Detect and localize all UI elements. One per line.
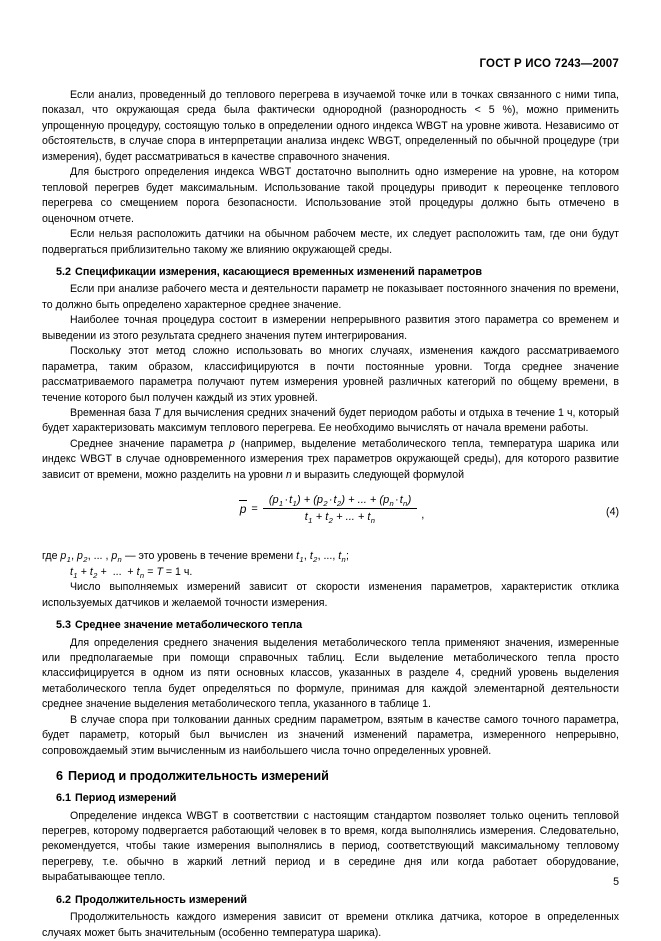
paragraph: Если при анализе рабочего места и деятельности параметр не показывает постоянного значения по времени, то должно быть определено характерное среднее значение. bbox=[42, 283, 619, 311]
formula-expression bbox=[42, 494, 619, 526]
paragraph: Для быстрого определения индекса WBGT достаточно выполнить одно измерение на уровне, на котором тепловой перегрев будет максимальным. Использование такой процедуры приводит к переоценке теплового перегрева со смещением порога безопасности. Использование этой процедуры должно быть отмечено в оценочном отчете. bbox=[42, 166, 619, 225]
heading-6-1 bbox=[42, 791, 619, 806]
legend-line-time-sum: $t_1 + t_2$ + ... + $t_n = T = 1$ ч. bbox=[70, 565, 193, 580]
formula-number: (4) bbox=[606, 506, 619, 519]
page-body-column bbox=[42, 88, 619, 941]
formula-denominator: $t_1 + t_2$ + ... + $t_n$ bbox=[304, 511, 375, 526]
variable-p: p bbox=[228, 437, 235, 450]
heading-5-3-title: Среднее значение метаболического тепла bbox=[75, 619, 303, 632]
formula-trailing-comma: , bbox=[421, 509, 425, 522]
heading-5-2-number: 5.2 bbox=[56, 265, 72, 278]
running-header-standard-number: ГОСТ Р ИСО 7243—2007 bbox=[479, 58, 619, 70]
paragraph: Для определения среднего значения выделения метаболического тепла применяют значения, измеренные или предполагаемые при помощи справочных таблиц. Если выделение метаболического тепла просто классифицируется в одном из пяти основных классов, указанных в разделе 4, средний уровень выделения метаболического тепла будет определяться по формуле, принимая для каждой элементарной деятельности среднее значение выделения метаболического тепла, указанного в таблице 1. bbox=[42, 636, 619, 711]
paragraph: Если нельзя расположить датчики на обычном рабочем месте, их следует расположить там, где они будут подвергаться приблизительно такому же влиянию окружающей среды. bbox=[42, 228, 619, 256]
formula-fraction bbox=[263, 494, 417, 526]
heading-section-6 bbox=[42, 768, 619, 784]
heading-5-3-number: 5.3 bbox=[56, 619, 72, 632]
heading-5-3 bbox=[42, 618, 619, 633]
heading-6-1-number: 6.1 bbox=[56, 792, 72, 805]
paragraph-mean-parameter: Среднее значение параметра p (например, выделение метаболического тепла, температура шарика или индекс WBGT в случае одновременного измерения трех параметров окружающей среды), для которого развитие зависит от времени, можно разделить на уровни n и выразить следующей формулой bbox=[42, 437, 619, 481]
heading-6-2-title: Продолжительность измерений bbox=[75, 893, 247, 906]
variable-T: T bbox=[153, 407, 161, 420]
paragraph: В случае спора при толковании данных средним параметром, взятым в качестве самого точного параметра, будет параметр, который был вычислен из значений изменений параметра, измеренного непрерывно, сопровождаемый этим вычисленным из наибольшего числа точно определенных уровней. bbox=[42, 713, 619, 757]
paragraph: Наиболее точная процедура состоит в измерении непрерывного развития этого параметра со временем и выведении из этого результата среднего значения путем интегрирования. bbox=[42, 314, 619, 342]
heading-section-6-title: Период и продолжительность измерений bbox=[68, 769, 329, 784]
variable-n: n bbox=[285, 468, 292, 481]
heading-section-6-number: 6 bbox=[56, 769, 64, 784]
paragraph: Продолжительность каждого измерения зависит от времени отклика датчика, которое в определенных случаях может быть значительным (особенно температура шарика). bbox=[42, 911, 619, 939]
paragraph: Если анализ, проведенный до теплового перегрева в изучаемой точке или в точках связанного с ними типа, показал, что окружающая среда была фактически однородной (разнородность < 5 %), можно применить упрощенную процедуру, состоящую только в определении одного индекса WBGT на уровне живота. Независимо от обстоятельств, в случае спора в интерпретации анализа индекс WBGT, определенный по обычной процедуре (три измерения), будет рассматриваться в качестве справочного значения. bbox=[42, 89, 619, 163]
heading-6-2 bbox=[42, 893, 619, 908]
paragraph: Число выполняемых измерений зависит от скорости изменения параметров, характеристик отклика используемых датчиков и желаемой точности измерения. bbox=[42, 581, 619, 609]
formula-block-4 bbox=[42, 494, 619, 540]
heading-6-2-number: 6.2 bbox=[56, 893, 72, 906]
formula-equals-sign: = bbox=[251, 502, 258, 515]
formula-numerator: $(p_1\cdot t_1) + (p_2\cdot t_2)$ + ... + $(p_n\cdot t_n)$ bbox=[268, 494, 412, 509]
legend-line-variables: где $p_1$, $p_2$, ... , $p_n$ — это уровень в течение времени $t_1$, $t_2$, ..., $t_n$; bbox=[42, 550, 349, 565]
paragraph: Определение индекса WBGT в соответствии с настоящим стандартом позволяет только оценить тепловой перегрев, которому подвергается работающий человек в то время, когда выполнялись измерения. Следовательно, рекомендуется, чтобы такие измерения выполнялись в период, соответствующий максимальному тепловому перегреву, т.е. обычно в жаркий летний период и в середине дня или когда работает оборудование, вырабатывающее тепло. bbox=[42, 809, 619, 884]
paragraph: Поскольку этот метод сложно использовать во многих случаях, изменения каждого рассматриваемого параметра, таким образом, классифицируются в почти постоянные уровни. Тогда среднее значение рассматриваемого параметра получают путем измерения уровней различных категорий по общему времени, в течение которого был получен каждый из этих уровней. bbox=[42, 345, 619, 404]
heading-5-2-title: Спецификации измерения, касающиеся временных изменений параметров bbox=[75, 265, 482, 278]
formula-legend bbox=[42, 549, 619, 580]
heading-5-2 bbox=[42, 265, 619, 280]
heading-6-1-title: Период измерений bbox=[75, 792, 177, 805]
paragraph-time-base: Временная база T для вычисления средних значений будет периодом работы и отдыха в течение 1 ч, который будет характеризовать максимум теплового перегрева. Ее необходимо вычислять от начала времени работы. bbox=[42, 407, 619, 435]
formula-lhs-p-bar: p bbox=[237, 502, 250, 516]
page-number: 5 bbox=[613, 876, 619, 888]
